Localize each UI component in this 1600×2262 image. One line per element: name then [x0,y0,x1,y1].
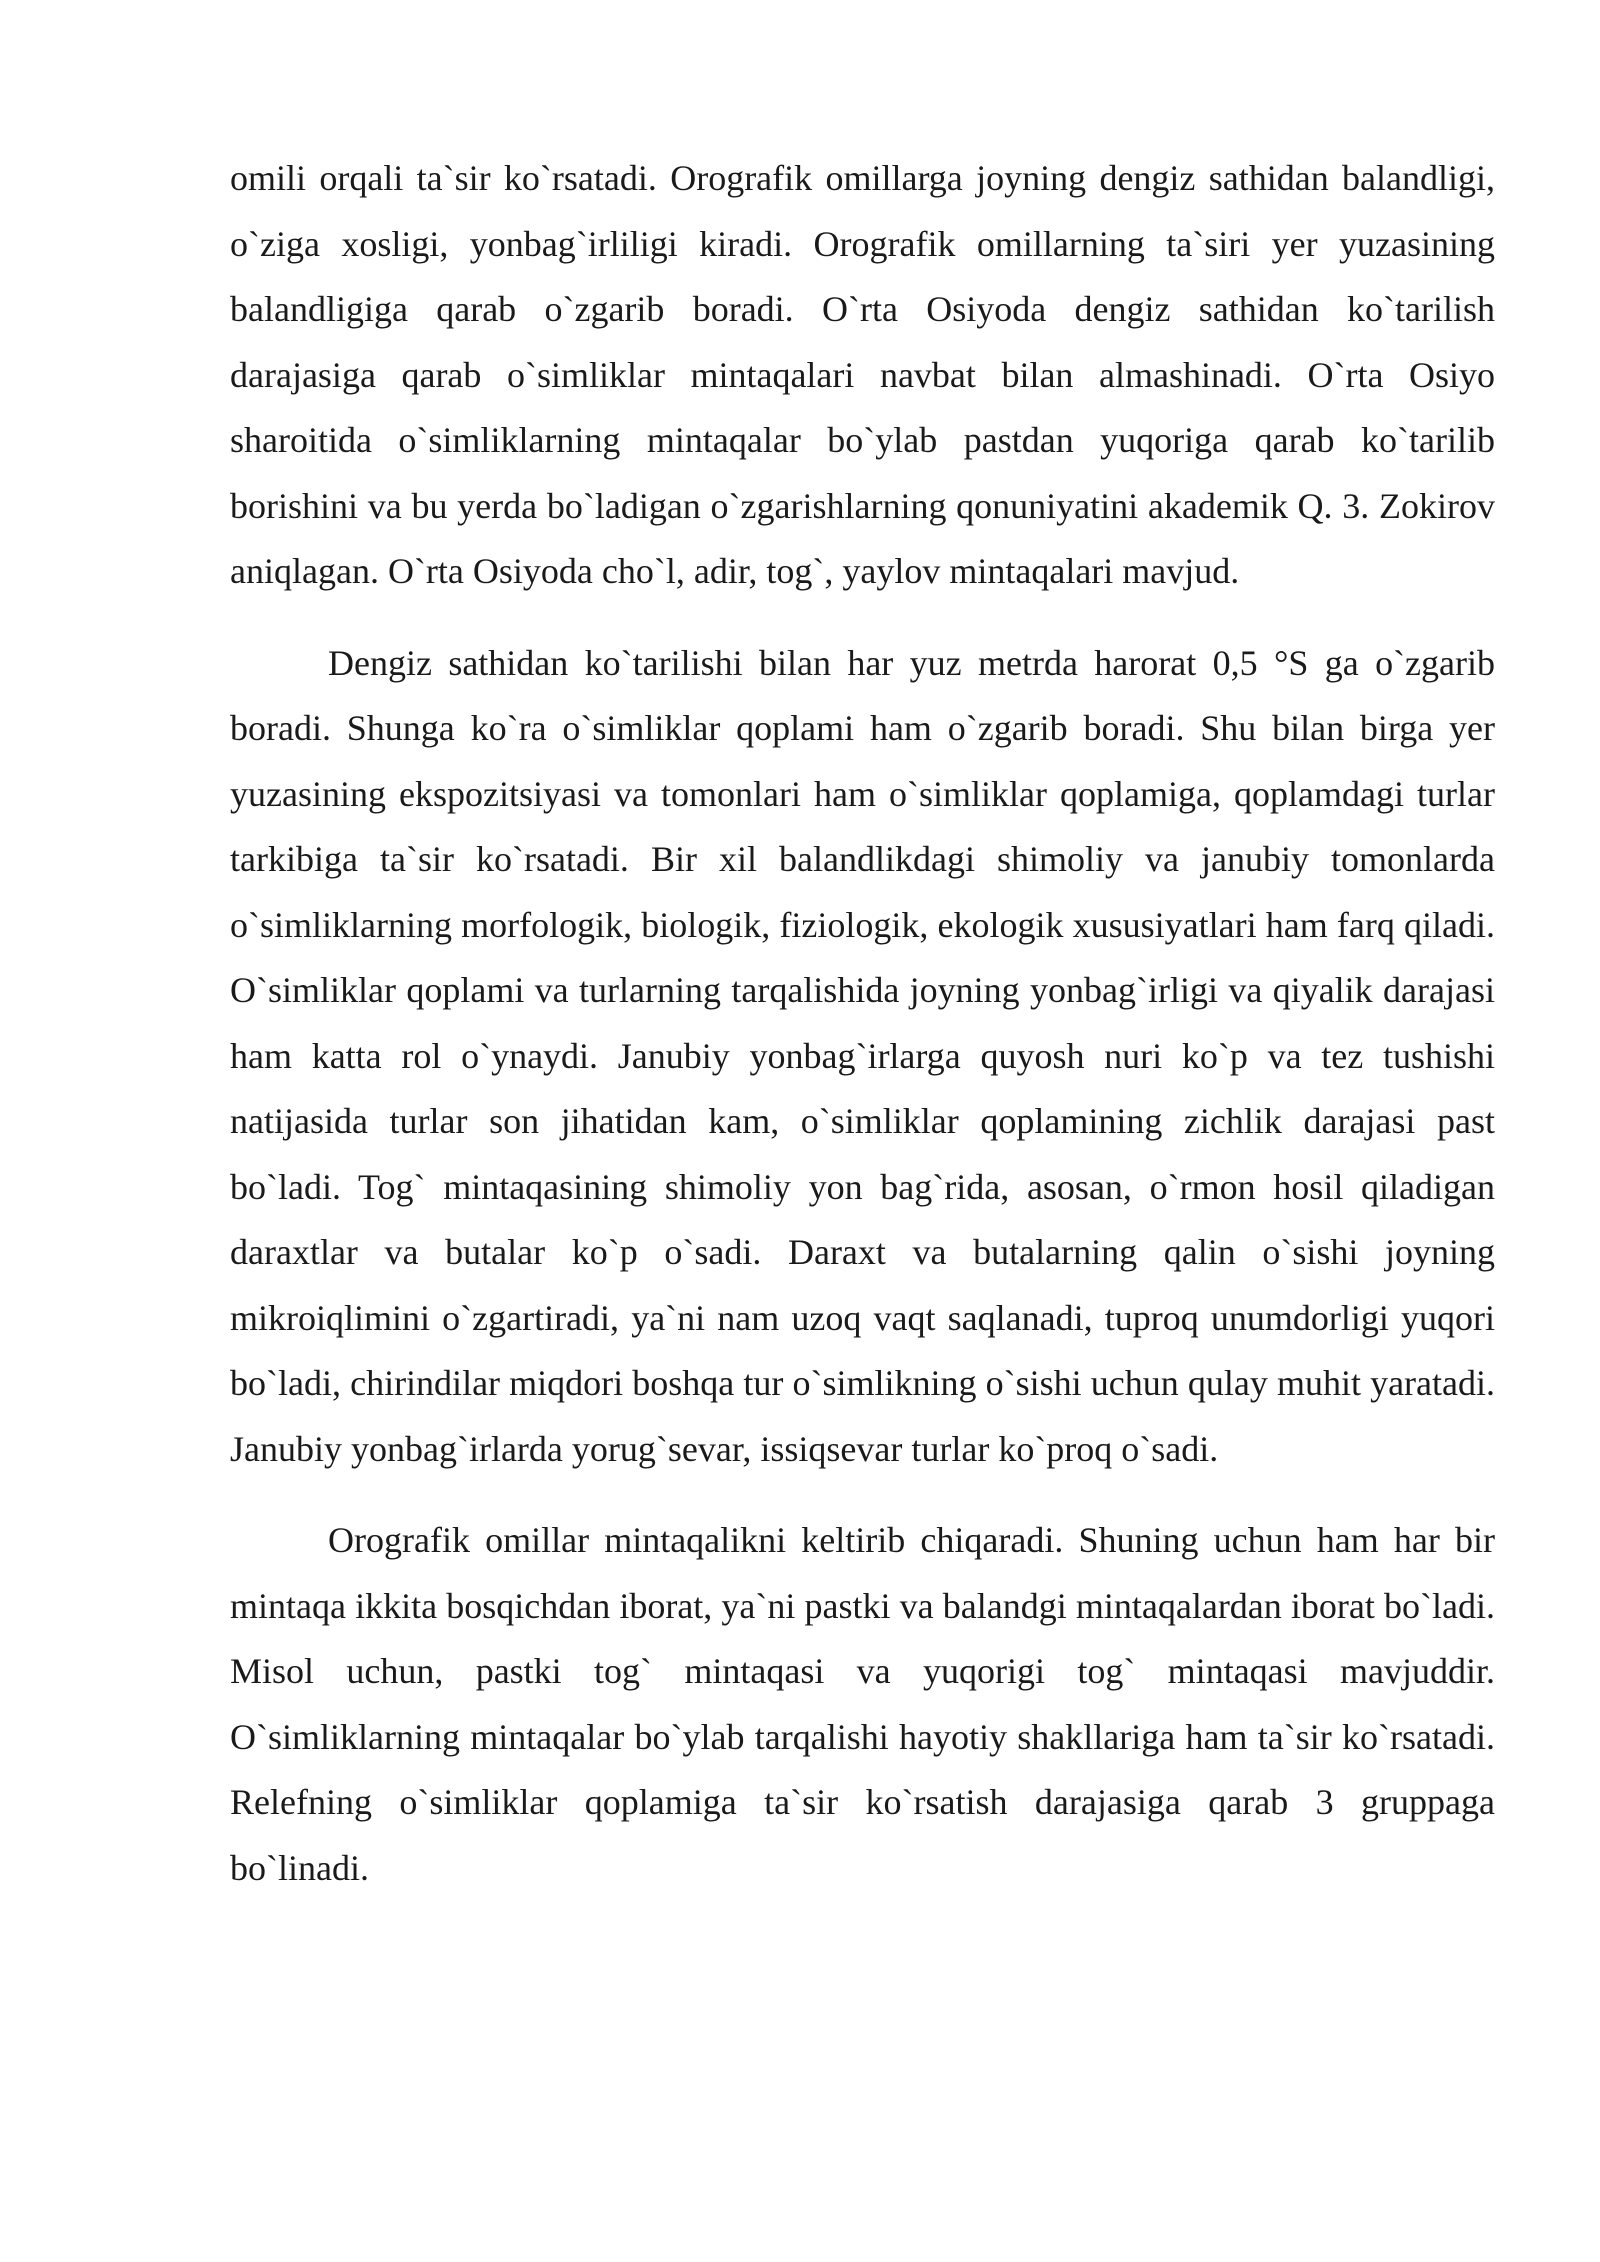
paragraph-3: Orografik omillar mintaqalikni keltirib chiqaradi. Shuning uchun ham har bir mintaqa ikkita bosqichdan iborat, ya`ni pastki va balandgi mintaqalardan iborat bo`ladi. Misol uchun, pastki tog` mintaqasi va yuqorigi tog` mintaqasi mavjuddir. O`simliklarning mintaqalar bo`ylab tarqalishi hayotiy shakllariga ham ta`sir ko`rsatadi. Relefning o`simliklar qoplamiga ta`sir ko`rsatish darajasiga qarab 3 gruppaga bo`linadi. [230,1520,1495,1888]
body-text [230,146,1495,1901]
paragraph-1: omili orqali ta`sir ko`rsatadi. Orografik omillarga joyning dengiz sathidan balandligi, o`ziga xosligi, yonbag`irliligi kiradi. Orografik omillarning ta`siri yer yuzasining balandligiga qarab o`zgarib boradi. O`rta Osiyoda dengiz sathidan ko`tarilish darajasiga qarab o`simliklar mintaqalari navbat bilan almashinadi. O`rta Osiyo sharoitida o`simliklarning mintaqalar bo`ylab pastdan yuqoriga qarab ko`tarilib borishini va bu yerda bo`ladigan o`zgarishlarning qonuniyatini akademik Q. 3. Zokirov aniqlagan. O`rta Osiyoda cho`l, adir, tog`, yaylov mintaqalari mavjud. [230,158,1495,591]
paragraph-2: Dengiz sathidan ko`tarilishi bilan har yuz metrda harorat 0,5 °S ga o`zgarib boradi. Shunga ko`ra o`simliklar qoplami ham o`zgarib boradi. Shu bilan birga yer yuzasining ekspozitsiyasi va tomonlari ham o`simliklar qoplamiga, qoplamdagi turlar tarkibiga ta`sir ko`rsatadi. Bir xil balandlikdagi shimoliy va janubiy tomonlarda o`simliklarning morfologik, biologik, fiziologik, ekologik xususiyatlari ham farq qiladi. O`simliklar qoplami va turlarning tarqalishida joyning yonbag`irligi va qiyalik darajasi ham katta rol o`ynaydi. Janubiy yonbag`irlarga quyosh nuri ko`p va tez tushishi natijasida turlar son jihatidan kam, o`simliklar qoplamining zichlik darajasi past bo`ladi. Tog` mintaqasining shimoliy yon bag`rida, asosan, o`rmon hosil qiladigan daraxtlar va butalar ko`p o`sadi. Daraxt va butalarning qalin o`sishi joyning mikroiqlimini o`zgartiradi, ya`ni nam uzoq vaqt saqlanadi, tuproq unumdorligi yuqori bo`ladi, chirindilar miqdori boshqa tur o`simlikning o`sishi uchun qulay muhit yaratadi. Janubiy yonbag`irlarda yorug`sevar, issiqsevar turlar ko`proq o`sadi. [230,642,1495,1469]
